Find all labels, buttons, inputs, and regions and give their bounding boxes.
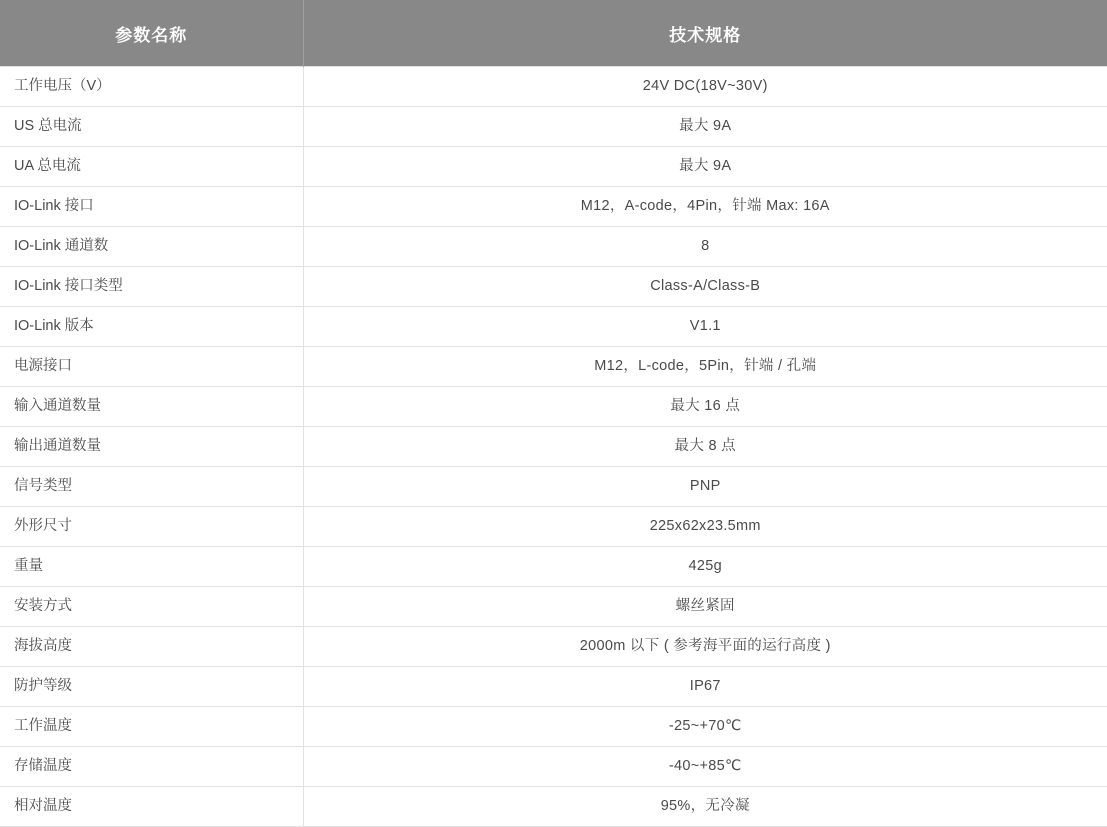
technical-spec-cell: 8: [303, 227, 1107, 267]
column-header-parameter-name: 参数名称: [0, 0, 303, 67]
technical-spec-cell: Class-A/Class-B: [303, 267, 1107, 307]
table-row: [0, 267, 1107, 307]
parameter-name-cell: UA 总电流: [0, 147, 303, 187]
table-row: [0, 587, 1107, 627]
table-row: [0, 227, 1107, 267]
technical-spec-cell: 最大 9A: [303, 107, 1107, 147]
technical-spec-cell: 最大 9A: [303, 147, 1107, 187]
table-row: [0, 387, 1107, 427]
table-body: [0, 67, 1107, 827]
table-row: [0, 107, 1107, 147]
parameter-name-cell: 存储温度: [0, 747, 303, 787]
parameter-name-cell: 重量: [0, 547, 303, 587]
parameter-name-cell: 电源接口: [0, 347, 303, 387]
parameter-name-cell: 外形尺寸: [0, 507, 303, 547]
table-row: [0, 707, 1107, 747]
table-row: [0, 547, 1107, 587]
parameter-name-cell: 海拔高度: [0, 627, 303, 667]
technical-spec-cell: 225x62x23.5mm: [303, 507, 1107, 547]
technical-spec-cell: 425g: [303, 547, 1107, 587]
technical-spec-cell: V1.1: [303, 307, 1107, 347]
parameter-name-cell: 安装方式: [0, 587, 303, 627]
table-row: [0, 67, 1107, 107]
table-row: [0, 187, 1107, 227]
parameter-name-cell: IO-Link 版本: [0, 307, 303, 347]
technical-spec-cell: M12，L-code，5Pin，针端 / 孔端: [303, 347, 1107, 387]
technical-spec-cell: M12，A-code，4Pin，针端 Max: 16A: [303, 187, 1107, 227]
parameter-name-cell: IO-Link 接口类型: [0, 267, 303, 307]
table-row: [0, 627, 1107, 667]
table-row: [0, 747, 1107, 787]
parameter-name-cell: 防护等级: [0, 667, 303, 707]
technical-spec-cell: 2000m 以下 ( 参考海平面的运行高度 ): [303, 627, 1107, 667]
technical-spec-cell: -40~+85℃: [303, 747, 1107, 787]
table-row: [0, 427, 1107, 467]
table-row: [0, 507, 1107, 547]
technical-spec-cell: PNP: [303, 467, 1107, 507]
parameter-name-cell: 输入通道数量: [0, 387, 303, 427]
parameter-name-cell: US 总电流: [0, 107, 303, 147]
parameter-name-cell: IO-Link 通道数: [0, 227, 303, 267]
table-header: [0, 0, 1107, 67]
technical-spec-cell: -25~+70℃: [303, 707, 1107, 747]
technical-spec-cell: 最大 16 点: [303, 387, 1107, 427]
parameter-name-cell: 相对温度: [0, 787, 303, 827]
parameter-name-cell: 工作温度: [0, 707, 303, 747]
technical-spec-cell: 24V DC(18V~30V): [303, 67, 1107, 107]
parameter-name-cell: 输出通道数量: [0, 427, 303, 467]
technical-spec-cell: 最大 8 点: [303, 427, 1107, 467]
table-row: [0, 347, 1107, 387]
parameter-name-cell: IO-Link 接口: [0, 187, 303, 227]
table-header-row: [0, 0, 1107, 67]
technical-spec-cell: 95%，无冷凝: [303, 787, 1107, 827]
technical-spec-cell: 螺丝紧固: [303, 587, 1107, 627]
parameter-name-cell: 工作电压（V）: [0, 67, 303, 107]
technical-spec-cell: IP67: [303, 667, 1107, 707]
table-row: [0, 467, 1107, 507]
column-header-technical-spec: 技术规格: [303, 0, 1107, 67]
table-row: [0, 307, 1107, 347]
table-row: [0, 147, 1107, 187]
parameter-name-cell: 信号类型: [0, 467, 303, 507]
table-row: [0, 667, 1107, 707]
